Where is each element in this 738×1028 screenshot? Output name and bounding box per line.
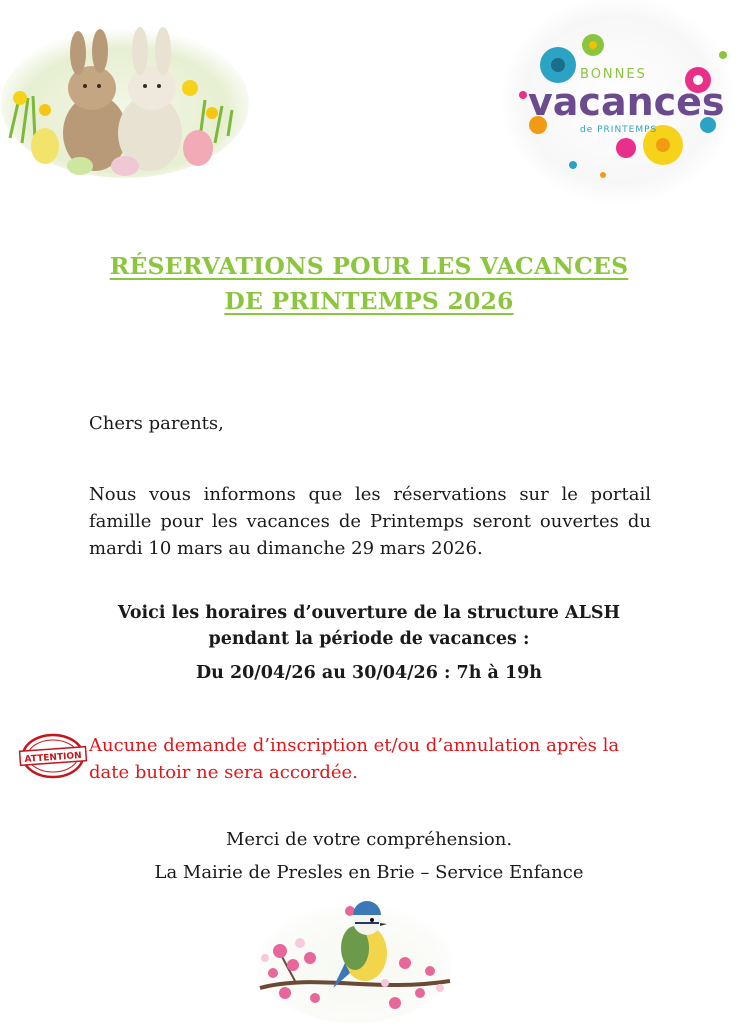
hours-dates: Du 20/04/26 au 30/04/26 : 7h à 19h: [195, 663, 543, 683]
info-paragraph-line-1: Nous vous informons que les réservations sur le portail: [89, 484, 651, 505]
attention-stamp-icon: [18, 730, 88, 782]
page-title-line-1: RÉSERVATIONS POUR LES VACANCES: [109, 252, 629, 280]
page-title-line-2: DE PRINTEMPS 2026: [224, 287, 514, 315]
deadline-warning-line-1: Aucune demande d’inscription et/ou d’annulation après la: [89, 735, 620, 756]
thanks-text: Merci de votre compréhension.: [225, 829, 513, 850]
signature-text: La Mairie de Presles en Brie – Service Enfance: [154, 862, 584, 883]
greeting: Chers parents,: [89, 413, 224, 434]
info-paragraph: [89, 481, 651, 562]
deadline-warning: [89, 732, 669, 786]
info-paragraph-line-3: mardi 10 mars au dimanche 29 mars 2026.: [89, 538, 483, 559]
deadline-warning-line-2: date butoir ne sera accordée.: [89, 762, 358, 783]
blue-tit-bird-on-blossom-image: [255, 893, 455, 1024]
logo-vacances-text: vacances: [528, 80, 725, 124]
logo-bonnes-text: BONNES: [580, 67, 647, 82]
easter-bunnies-image: [0, 18, 250, 178]
hours-heading-line-1: Voici les horaires d’ouverture de la structure ALSH: [117, 603, 621, 623]
hours-heading-line-2: pendant la période de vacances :: [208, 629, 530, 649]
bonnes-vacances-logo: [498, 0, 738, 215]
info-paragraph-line-2: famille pour les vacances de Printemps seront ouvertes du: [89, 511, 651, 532]
logo-printemps-text: de PRINTEMPS: [580, 125, 658, 135]
attention-stamp-text: ATTENTION: [24, 751, 82, 765]
